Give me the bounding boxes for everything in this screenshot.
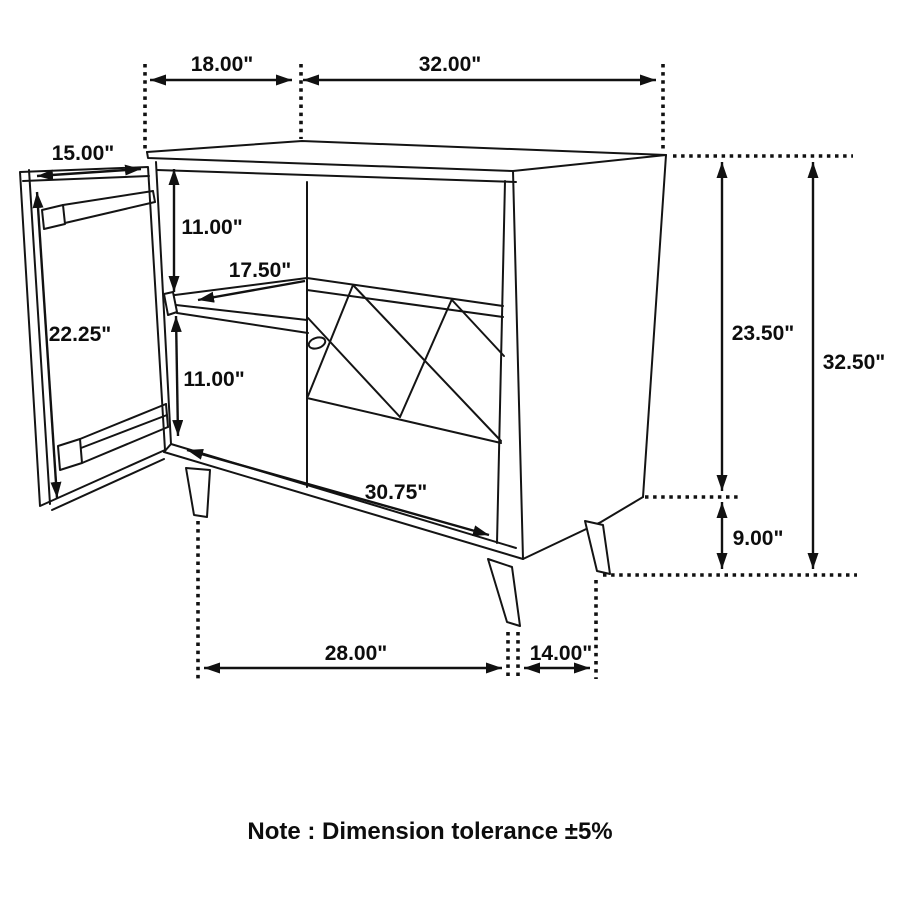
dim-label-leg-height: 9.00"	[732, 527, 784, 550]
dim-label-total-height: 32.50"	[822, 351, 886, 374]
front-right-leg	[488, 559, 520, 626]
dim-label-shelf-depth: 17.50"	[228, 259, 292, 282]
dim-label-door-height: 22.25"	[48, 323, 112, 346]
door-knob	[307, 335, 326, 350]
cabinet-top-face	[147, 141, 666, 182]
interior-shelf	[164, 278, 308, 333]
rear-right-leg	[585, 521, 610, 574]
dim-label-top-width: 32.00"	[418, 53, 482, 76]
tolerance-note: Note : Dimension tolerance ±5%	[247, 818, 613, 845]
cabinet-drawing	[20, 141, 666, 626]
dim-label-side-leg-span: 14.00"	[529, 642, 593, 665]
cabinet-right-side	[497, 155, 666, 559]
dim-label-front-leg-span: 28.00"	[324, 642, 388, 665]
right-door-lattice	[307, 278, 504, 443]
dim-label-body-height: 23.50"	[731, 322, 795, 345]
dim-label-lower-compartment: 11.00"	[183, 368, 245, 391]
dim-label-door-diagonal: 30.75"	[364, 481, 428, 504]
front-left-leg	[186, 468, 210, 517]
dim-label-upper-compartment: 11.00"	[181, 216, 243, 239]
dim-label-door-width: 15.00"	[51, 142, 115, 165]
dim-label-top-depth: 18.00"	[190, 53, 254, 76]
